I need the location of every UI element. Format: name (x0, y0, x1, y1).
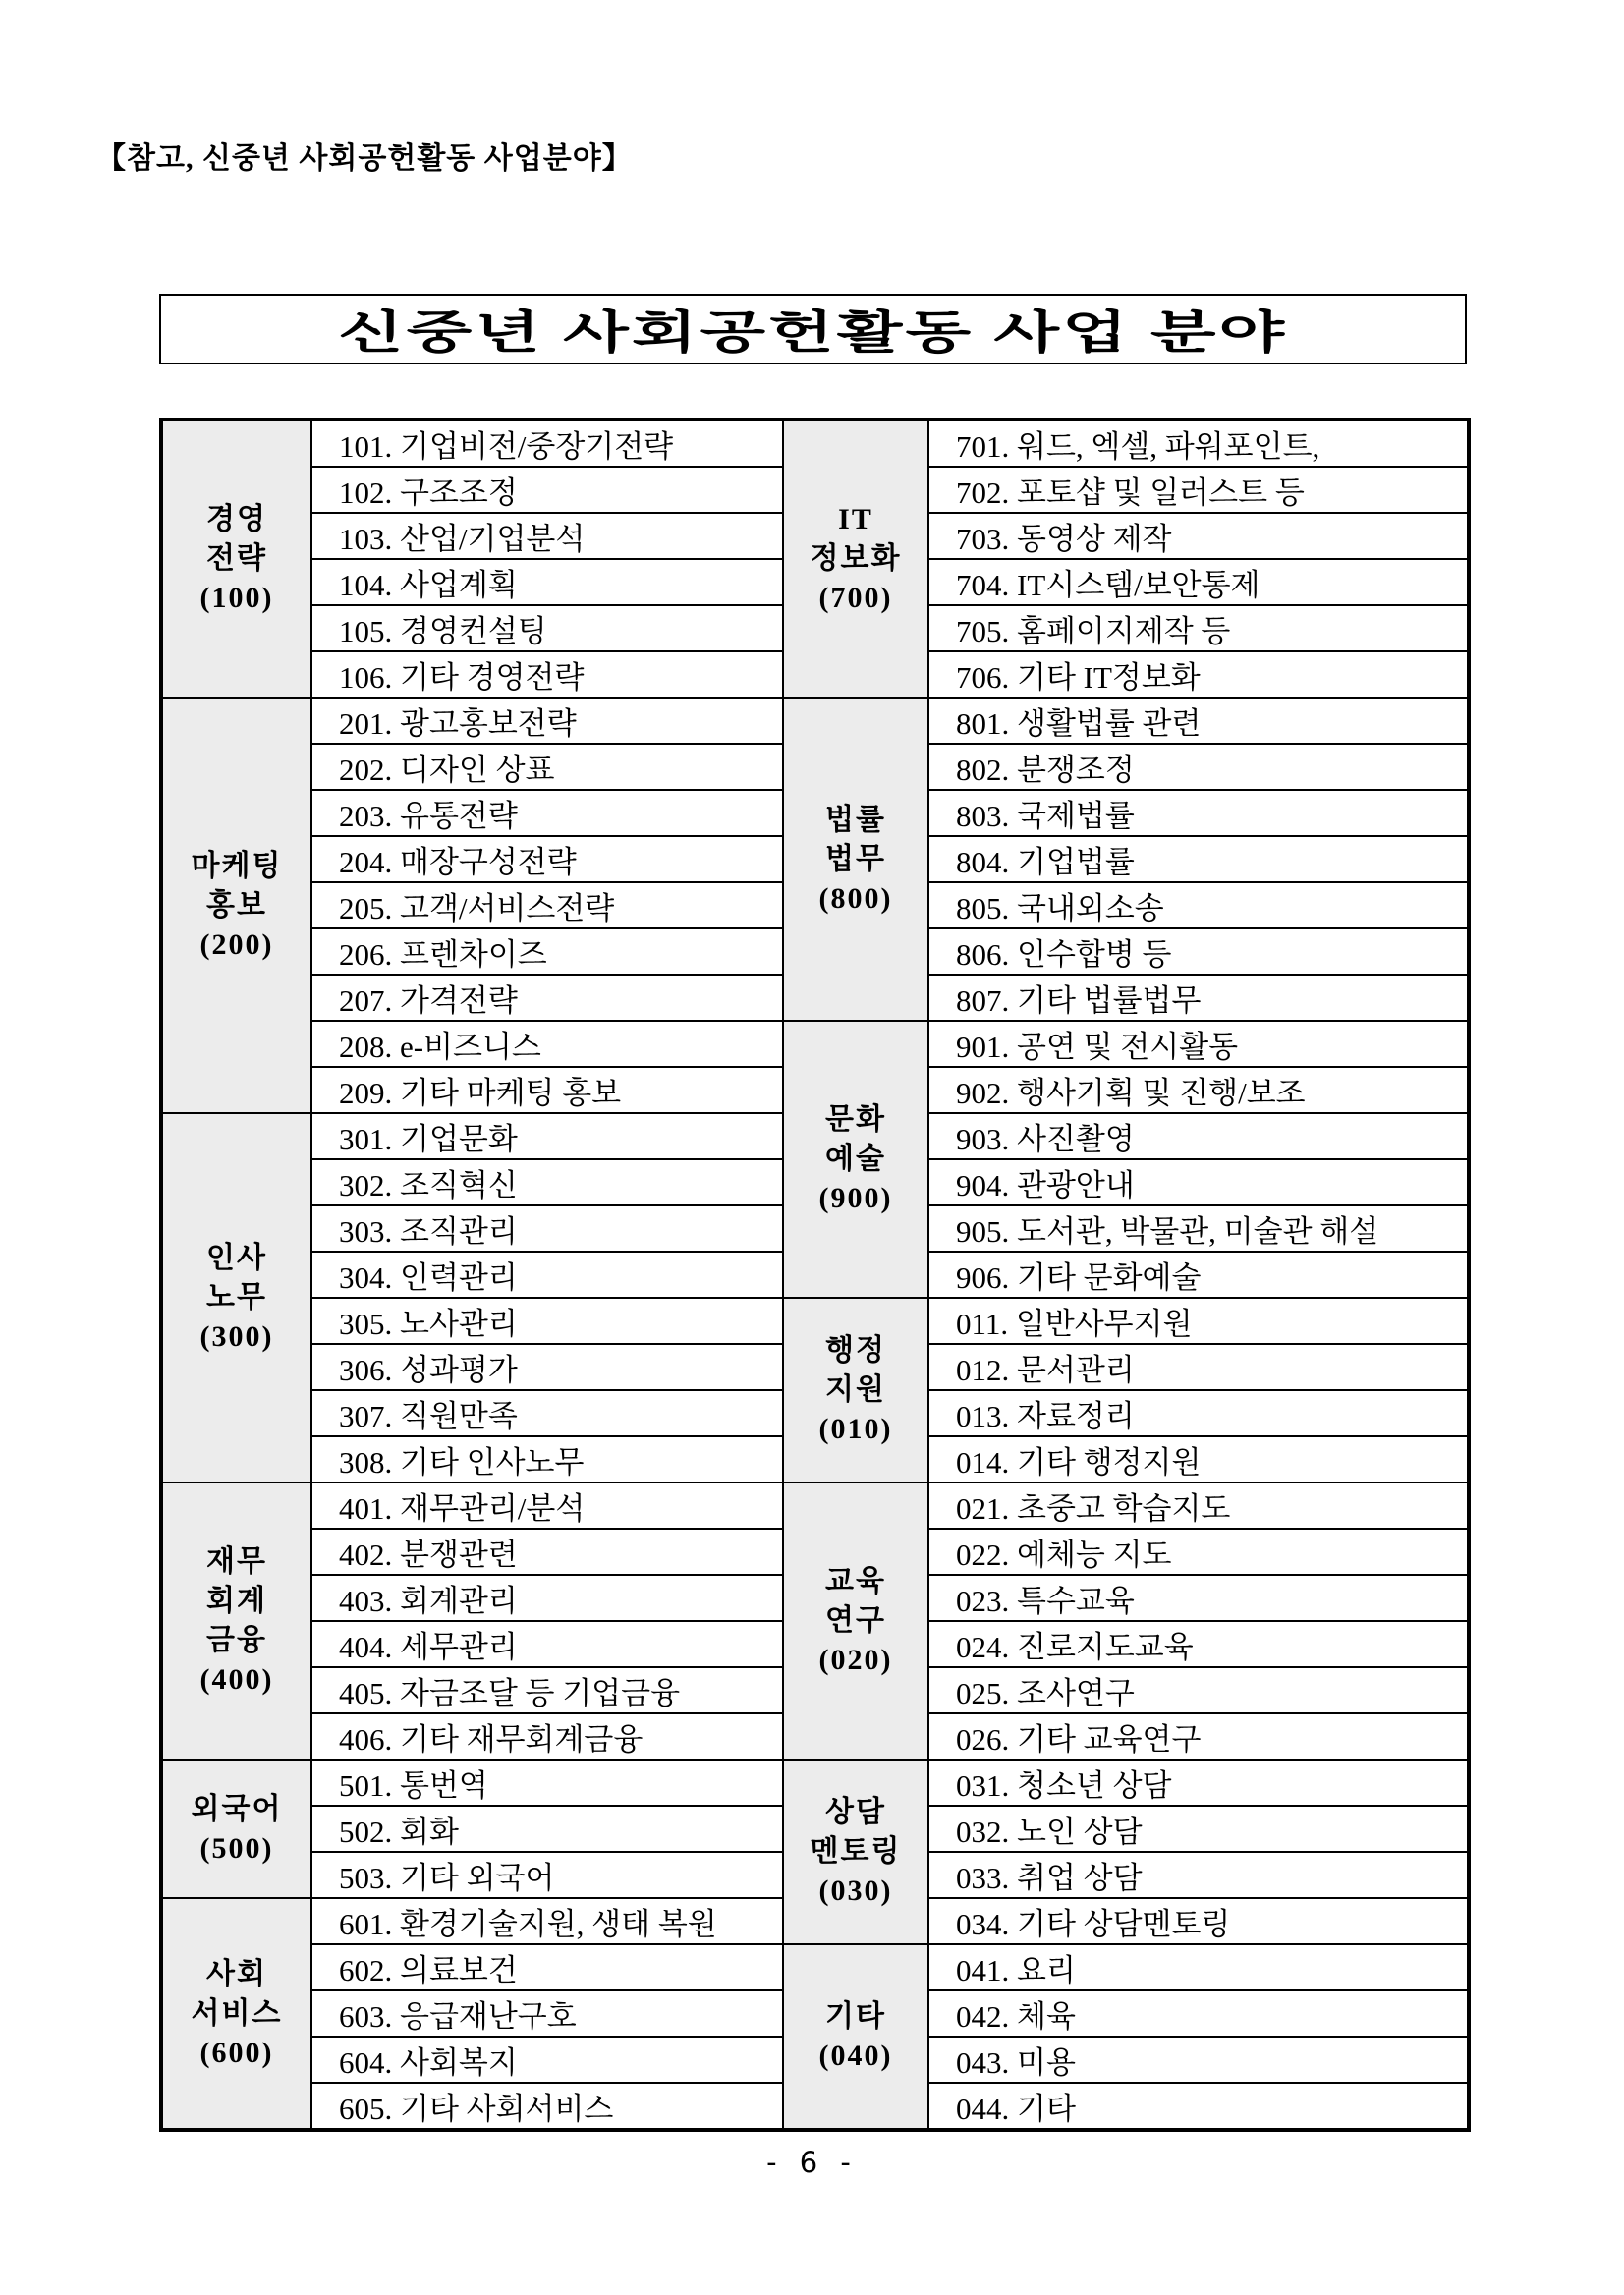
table-row (161, 1760, 1469, 1806)
table-row (161, 698, 1469, 744)
category-label: 인사 노무 (300) (199, 1242, 274, 1353)
category-label: 기타 (040) (818, 2000, 893, 2072)
page-title: 신중년 사회공헌활동 사업 분야 (338, 308, 1288, 358)
item-cell: 044. 기타 (928, 2083, 1469, 2130)
category-label: 외국어 (500) (191, 1792, 283, 1865)
item-cell: 205. 고객/서비스전략 (311, 882, 783, 928)
item-cell: 901. 공연 및 전시활동 (928, 1021, 1469, 1067)
item-cell: 034. 기타 상담멘토링 (928, 1898, 1469, 1944)
title-box (159, 294, 1467, 364)
item-cell: 021. 초중고 학습지도 (928, 1483, 1469, 1529)
category-label: 상담 멘토링 (030) (810, 1796, 902, 1907)
item-cell: 406. 기타 재무회계금융 (311, 1713, 783, 1760)
item-cell: 703. 동영상 제작 (928, 513, 1469, 559)
item-cell: 304. 인력관리 (311, 1252, 783, 1298)
item-cell: 103. 산업/기업분석 (311, 513, 783, 559)
category-cell-200 (161, 698, 311, 1113)
item-cell: 208. e-비즈니스 (311, 1021, 783, 1067)
table-row (161, 1298, 1469, 1344)
page-number: - 6 - (766, 2146, 858, 2179)
category-label: 재무 회계 금융 (400) (199, 1545, 274, 1696)
table-row (161, 1021, 1469, 1067)
category-cell-500 (161, 1760, 311, 1898)
category-cell-600 (161, 1898, 311, 2130)
item-cell: 802. 분쟁조정 (928, 744, 1469, 790)
item-cell: 601. 환경기술지원, 생태 복원 (311, 1898, 783, 1944)
category-cell-010 (783, 1298, 928, 1483)
table-row (161, 1944, 1469, 1990)
item-cell: 012. 문서관리 (928, 1344, 1469, 1390)
item-cell: 102. 구조조정 (311, 467, 783, 513)
item-cell: 202. 디자인 상표 (311, 744, 783, 790)
item-cell: 031. 청소년 상담 (928, 1760, 1469, 1806)
item-cell: 203. 유통전략 (311, 790, 783, 836)
category-label: 교육 연구 (020) (818, 1565, 893, 1676)
item-cell: 033. 취업 상담 (928, 1852, 1469, 1898)
item-cell: 402. 분쟁관련 (311, 1529, 783, 1575)
category-cell-040 (783, 1944, 928, 2130)
item-cell: 043. 미용 (928, 2037, 1469, 2083)
item-cell: 701. 워드, 엑셀, 파워포인트, (928, 420, 1469, 467)
item-cell: 404. 세무관리 (311, 1621, 783, 1667)
category-table (159, 418, 1471, 2132)
category-label: 행정 지원 (010) (818, 1334, 893, 1445)
item-cell: 403. 회계관리 (311, 1575, 783, 1621)
item-cell: 106. 기타 경영전략 (311, 651, 783, 698)
item-cell: 405. 자금조달 등 기업금융 (311, 1667, 783, 1713)
category-cell-400 (161, 1483, 311, 1760)
category-cell-030 (783, 1760, 928, 1944)
item-cell: 305. 노사관리 (311, 1298, 783, 1344)
item-cell: 401. 재무관리/분석 (311, 1483, 783, 1529)
item-cell: 207. 가격전략 (311, 975, 783, 1021)
item-cell: 503. 기타 외국어 (311, 1852, 783, 1898)
item-cell: 904. 관광안내 (928, 1159, 1469, 1205)
item-cell: 209. 기타 마케팅 홍보 (311, 1067, 783, 1113)
category-label: 마케팅 홍보 (200) (191, 849, 283, 961)
item-cell: 022. 예체능 지도 (928, 1529, 1469, 1575)
category-cell-800 (783, 698, 928, 1021)
category-label: 경영 전략 (100) (199, 503, 274, 614)
item-cell: 308. 기타 인사노무 (311, 1436, 783, 1483)
item-cell: 803. 국제법률 (928, 790, 1469, 836)
item-cell: 023. 특수교육 (928, 1575, 1469, 1621)
item-cell: 801. 생활법률 관련 (928, 698, 1469, 744)
category-cell-300 (161, 1113, 311, 1483)
item-cell: 104. 사업계획 (311, 559, 783, 605)
item-cell: 204. 매장구성전략 (311, 836, 783, 882)
item-cell: 702. 포토샵 및 일러스트 등 (928, 467, 1469, 513)
header-note: 【참고, 신중년 사회공헌활동 사업분야】 (96, 142, 633, 175)
table-row (161, 420, 1469, 467)
item-cell: 706. 기타 IT정보화 (928, 651, 1469, 698)
category-label: IT 정보화 (700) (810, 503, 902, 614)
item-cell: 011. 일반사무지원 (928, 1298, 1469, 1344)
item-cell: 302. 조직혁신 (311, 1159, 783, 1205)
item-cell: 041. 요리 (928, 1944, 1469, 1990)
item-cell: 105. 경영컨설팅 (311, 605, 783, 651)
item-cell: 605. 기타 사회서비스 (311, 2083, 783, 2130)
category-cell-100 (161, 420, 311, 698)
category-cell-020 (783, 1483, 928, 1760)
item-cell: 026. 기타 교육연구 (928, 1713, 1469, 1760)
item-cell: 807. 기타 법률법무 (928, 975, 1469, 1021)
category-label: 사회 서비스 (600) (191, 1957, 283, 2069)
item-cell: 705. 홈페이지제작 등 (928, 605, 1469, 651)
item-cell: 206. 프렌차이즈 (311, 928, 783, 975)
item-cell: 502. 회화 (311, 1806, 783, 1852)
item-cell: 704. IT시스템/보안통제 (928, 559, 1469, 605)
item-cell: 024. 진로지도교육 (928, 1621, 1469, 1667)
item-cell: 013. 자료정리 (928, 1390, 1469, 1436)
category-label: 문화 예술 (900) (818, 1103, 893, 1214)
item-cell: 806. 인수합병 등 (928, 928, 1469, 975)
item-cell: 032. 노인 상담 (928, 1806, 1469, 1852)
item-cell: 905. 도서관, 박물관, 미술관 해설 (928, 1205, 1469, 1252)
item-cell: 501. 통번역 (311, 1760, 783, 1806)
item-cell: 307. 직원만족 (311, 1390, 783, 1436)
item-cell: 604. 사회복지 (311, 2037, 783, 2083)
item-cell: 306. 성과평가 (311, 1344, 783, 1390)
item-cell: 903. 사진촬영 (928, 1113, 1469, 1159)
item-cell: 301. 기업문화 (311, 1113, 783, 1159)
category-cell-700 (783, 420, 928, 698)
item-cell: 025. 조사연구 (928, 1667, 1469, 1713)
item-cell: 902. 행사기획 및 진행/보조 (928, 1067, 1469, 1113)
category-table-body (161, 420, 1469, 2130)
item-cell: 906. 기타 문화예술 (928, 1252, 1469, 1298)
table-row (161, 1483, 1469, 1529)
item-cell: 603. 응급재난구호 (311, 1990, 783, 2037)
item-cell: 303. 조직관리 (311, 1205, 783, 1252)
item-cell: 805. 국내외소송 (928, 882, 1469, 928)
item-cell: 042. 체육 (928, 1990, 1469, 2037)
category-cell-900 (783, 1021, 928, 1298)
item-cell: 602. 의료보건 (311, 1944, 783, 1990)
item-cell: 101. 기업비전/중장기전략 (311, 420, 783, 467)
item-cell: 014. 기타 행정지원 (928, 1436, 1469, 1483)
category-label: 법률 법무 (800) (818, 803, 893, 915)
item-cell: 804. 기업법률 (928, 836, 1469, 882)
item-cell: 201. 광고홍보전략 (311, 698, 783, 744)
